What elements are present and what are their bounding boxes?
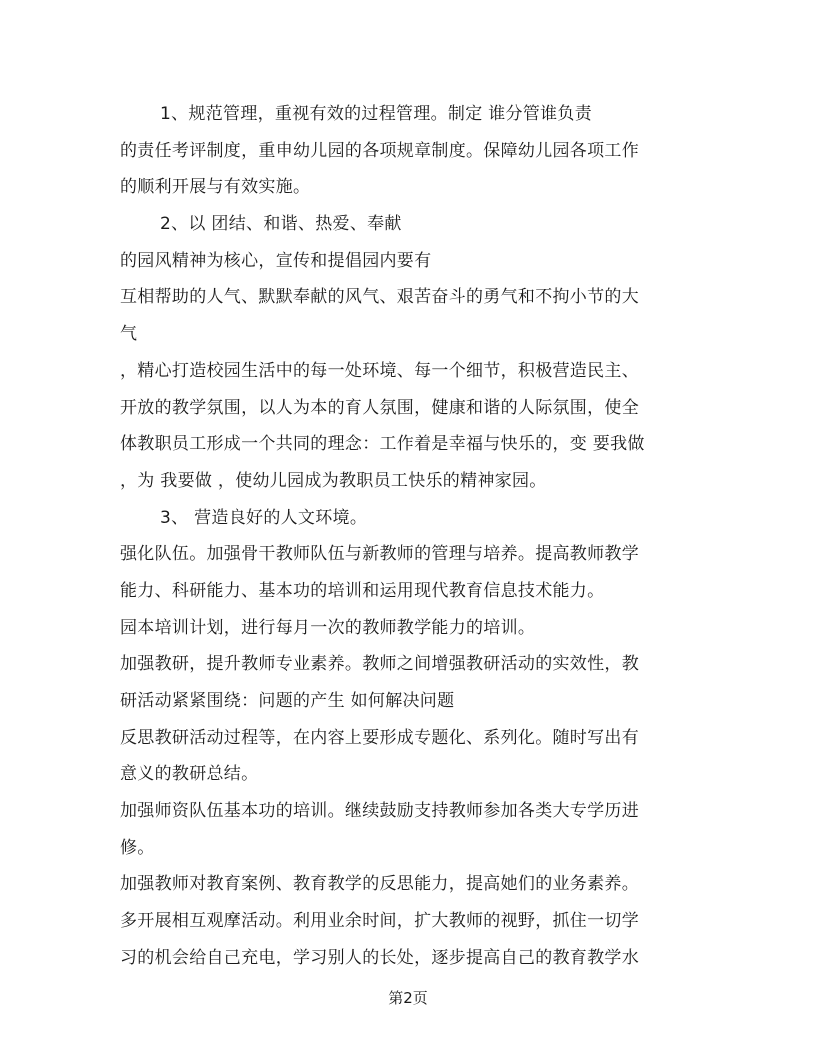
text-line: 的园风精神为核心，宣传和提倡园内要有 [120,250,432,271]
text-line: ，为 我要做 ，使幼儿园成为教职员工快乐的精神家园。 [120,470,547,491]
text-line: 多开展相互观摩活动。利用业余时间，扩大教师的视野，抓住一切学 [120,911,639,932]
text-line: 反思教研活动过程等，在内容上要形成专题化、系列化。随时写出有 [120,727,639,748]
text-line: 能力、科研能力、基本功的培训和运用现代教育信息技术能力。 [120,580,605,601]
text-line: 加强教研，提升教师专业素养。教师之间增强教研活动的实效性，教 [120,654,639,675]
text-line: 3、 营造良好的人文环境。 [160,507,368,528]
page-number: 第2页 [388,989,428,1007]
text-line: 的顺利开展与有效实施。 [120,177,311,198]
text-line: 2、以 团结、和谐、热爱、奉献 [160,214,402,235]
text-line: ，精心打造校园生活中的每一处环境、每一个细节，积极营造民主、 [120,360,639,381]
text-line: 体教职员工形成一个共同的理念：工作着是幸福与快乐的，变 要我做 [120,434,645,455]
text-line: 的责任考评制度，重申幼儿园的各项规章制度。保障幼儿园各项工作 [120,140,639,161]
text-line: 强化队伍。加强骨干教师队伍与新教师的管理与培养。提高教师教学 [120,544,639,565]
text-line: 研活动紧紧围绕：问题的产生 如何解决问题 [120,691,455,711]
text-line: 1、规范管理，重视有效的过程管理。制定 谁分管谁负责 [160,104,593,124]
text-line: 意义的教研总结。 [120,764,259,785]
text-line: 气 [120,324,138,345]
document-body [120,96,695,977]
text-line: 习的机会给自己充电，学习别人的长处，逐步提高自己的教育教学水 [120,947,639,968]
text-line: 加强教师对教育案例、教育教学的反思能力，提高她们的业务素养。 [120,874,639,895]
text-line: 互相帮助的人气、默默奉献的风气、艰苦奋斗的勇气和不拘小节的大 [120,287,639,308]
text-line: 修。 [120,837,155,858]
text-line: 加强师资队伍基本功的培训。继续鼓励支持教师参加各类大专学历进 [120,801,639,822]
text-line: 开放的教学氛围，以人为本的育人氛围，健康和谐的人际氛围，使全 [120,397,639,418]
text-line: 园本培训计划，进行每月一次的教师教学能力的培训。 [120,617,536,638]
